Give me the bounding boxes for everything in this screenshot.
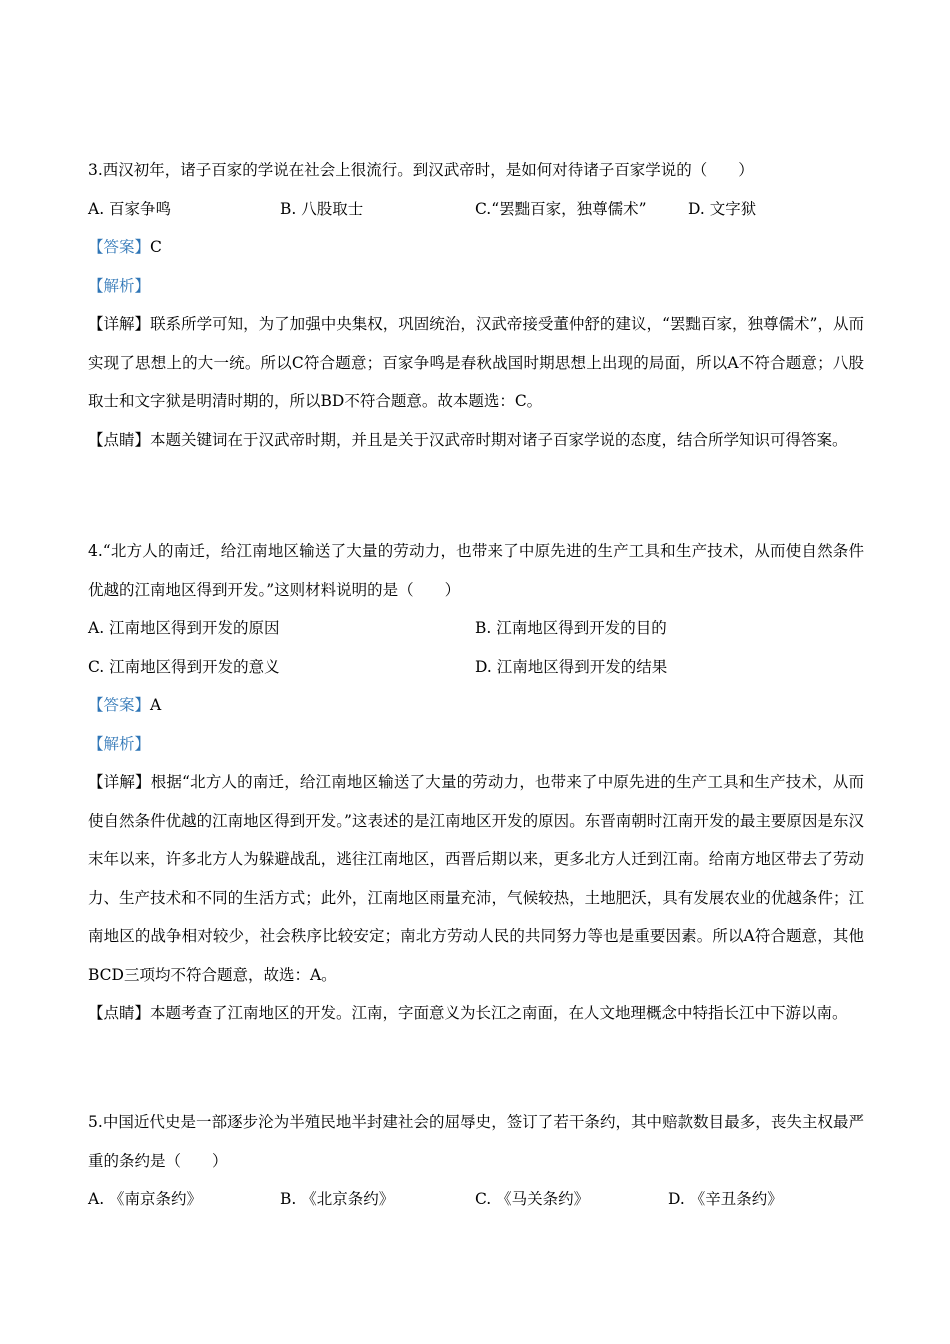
question-3 bbox=[88, 151, 864, 459]
detail-paragraph bbox=[88, 305, 864, 421]
option-a: A. 《南京条约》 bbox=[88, 1190, 203, 1208]
question-4 bbox=[88, 532, 864, 1033]
detail-tag: 【详解】 bbox=[88, 315, 151, 333]
option-a: A. 江南地区得到开发的原因 bbox=[88, 619, 280, 637]
comment-text: 本题考查了江南地区的开发。江南，字面意义为长江之南面，在人文地理概念中特指长江中下游以南。 bbox=[150, 1004, 848, 1022]
analysis-tag: 【解析】 bbox=[88, 276, 151, 295]
answer-value: C bbox=[150, 238, 162, 256]
options-row bbox=[88, 1180, 864, 1219]
question-stem: 4.“北方人的南迁，给江南地区输送了大量的劳动力，也带来了中原先进的生产工具和生产技术，从而使自然条件优越的江南地区得到开发。”这则材料说明的是（ ） bbox=[88, 542, 864, 599]
answer-tag: 【答案】 bbox=[88, 696, 151, 714]
answer-line bbox=[88, 686, 864, 725]
option-c: C. 《马关条约》 bbox=[475, 1190, 590, 1208]
answer-tag: 【答案】 bbox=[88, 238, 151, 256]
analysis-tag: 【解析】 bbox=[88, 734, 151, 753]
detail-text: 联系所学可知，为了加强中央集权，巩固统治，汉武帝接受董仲舒的建议，“罢黜百家，独尊儒术”，从而实现了思想上的大一统。所以C符合题意；百家争鸣是春秋战国时期思想上出现的局面，所以A不符合题意；八股取士和文字狱是明清时期的，所以BD不符合题意。故本题选：C。 bbox=[88, 315, 864, 410]
analysis-line bbox=[88, 725, 864, 764]
option-c: C. 江南地区得到开发的意义 bbox=[88, 657, 280, 676]
answer-value: A bbox=[150, 696, 162, 714]
comment-text: 本题关键词在于汉武帝时期，并且是关于汉武帝时期对诸子百家学说的态度，结合所学知识可得答案。 bbox=[150, 430, 848, 449]
option-b: B. 江南地区得到开发的目的 bbox=[475, 619, 667, 637]
option-b: B. 《北京条约》 bbox=[280, 1190, 395, 1208]
option-d: D. 文字狱 bbox=[688, 199, 757, 218]
question-stem: 3.西汉初年，诸子百家的学说在社会上很流行。到汉武帝时，是如何对待诸子百家学说的（ ） bbox=[88, 161, 754, 179]
comment-tag: 【点睛】 bbox=[88, 430, 151, 449]
options-row bbox=[88, 190, 864, 229]
question-5 bbox=[88, 1103, 864, 1219]
comment-paragraph bbox=[88, 994, 864, 1033]
detail-tag: 【详解】 bbox=[88, 773, 151, 791]
option-a: A. 百家争鸣 bbox=[88, 199, 172, 218]
detail-text: 根据“北方人的南迁，给江南地区输送了大量的劳动力，也带来了中原先进的生产工具和生产技术，从而使自然条件优越的江南地区得到开发。”这表述的是江南地区开发的原因。东晋南朝时江南开发的最主要原因是东汉末年以来，许多北方人为躲避战乱，逃往江南地区，西晋后期以来，更多北方人迁到江南。给南方地区带去了劳动力、生产技术和不同的生活方式；此外，江南地区雨量充沛，气候较热，土地肥沃，具有发展农业的优越条件；江南地区的战争相对较少，社会秩序比较安定；南北方劳动人民的共同努力等也是重要因素。所以A符合题意，其他BCD三项均不符合题意，故选：A。 bbox=[88, 773, 864, 984]
options-row bbox=[88, 648, 864, 687]
question-stem: 5.中国近代史是一部逐步沦为半殖民地半封建社会的屈辱史，签订了若干条约，其中赔款数目最多，丧失主权最严重的条约是（ ） bbox=[88, 1113, 864, 1170]
analysis-line bbox=[88, 267, 864, 306]
answer-line bbox=[88, 228, 864, 267]
option-d: D. 《辛丑条约》 bbox=[668, 1190, 783, 1208]
option-b: B. 八股取士 bbox=[280, 199, 364, 218]
comment-paragraph bbox=[88, 421, 864, 460]
option-c: C.“罢黜百家，独尊儒术” bbox=[475, 199, 647, 218]
detail-paragraph bbox=[88, 763, 864, 994]
option-d: D. 江南地区得到开发的结果 bbox=[475, 657, 668, 676]
comment-tag: 【点睛】 bbox=[88, 1004, 151, 1022]
options-row bbox=[88, 609, 864, 648]
